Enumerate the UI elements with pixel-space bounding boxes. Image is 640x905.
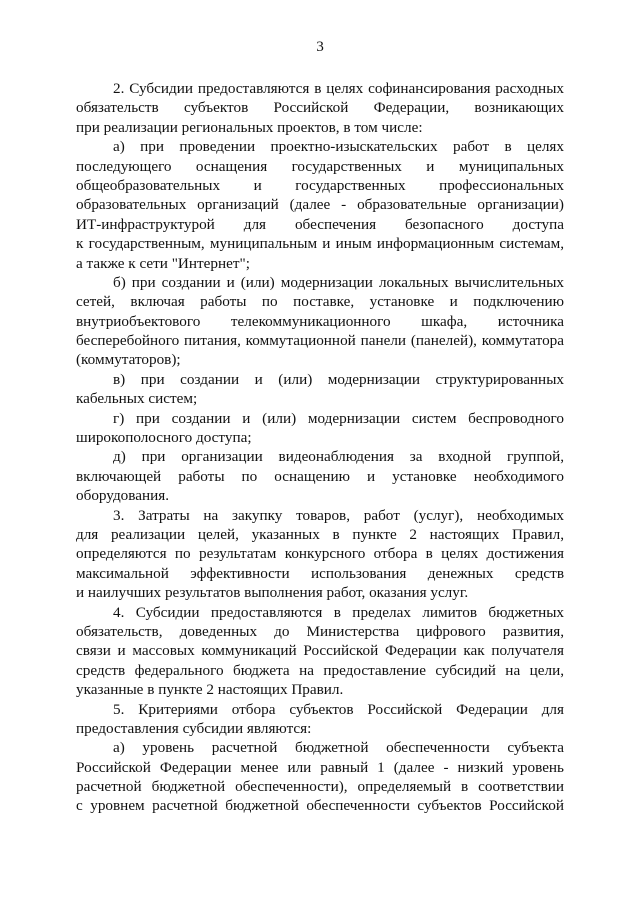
text-line: бесперебойного питания, коммутационной панели (панелей), коммутатора	[76, 332, 564, 350]
paragraph-p2b	[76, 273, 564, 370]
text-line: последующего оснащения государственных и муниципальных	[76, 157, 564, 175]
paragraph-p2a	[76, 137, 564, 273]
text-line: 3. Затраты на закупку товаров, работ (услуг), необходимых	[113, 506, 564, 524]
text-line: 5. Критериями отбора субъектов Российской Федерации для	[113, 700, 564, 718]
text-line: при реализации региональных проектов, в том числе:	[76, 118, 423, 136]
document-body	[76, 79, 564, 816]
text-line: для реализации целей, указанных в пункте 2 настоящих Правил,	[76, 525, 564, 543]
text-line: (коммутаторов);	[76, 351, 181, 369]
text-line: связи и массовых коммуникаций Российской Федерации как получателя	[76, 642, 564, 660]
text-line: сетей, включая работы по поставке, установке и подключению	[76, 293, 564, 311]
text-line: а) уровень расчетной бюджетной обеспеченности субъекта	[113, 739, 564, 757]
text-line: а) при проведении проектно-изыскательских работ в целях	[113, 138, 564, 156]
text-line: включающей работы по оснащению и установке необходимого	[76, 467, 564, 485]
text-line: общеобразовательных и государственных профессиональных	[76, 176, 564, 194]
paragraph-p3	[76, 506, 564, 603]
text-line: 4. Субсидии предоставляются в пределах лимитов бюджетных	[113, 603, 564, 621]
paragraph-p5	[76, 700, 564, 739]
text-line: к государственным, муниципальным и иным информационным системам,	[76, 235, 564, 253]
text-line: расчетной бюджетной обеспеченности), определяемый в соответствии	[76, 778, 564, 796]
text-line: д) при организации видеонаблюдения за входной группой,	[113, 448, 564, 466]
text-line: ИТ-инфраструктурой для обеспечения безопасного доступа	[76, 215, 564, 233]
text-line: предоставления субсидии являются:	[76, 719, 312, 737]
text-line: обязательств, доведенных до Министерства цифрового развития,	[76, 622, 564, 640]
text-line: а также к сети "Интернет";	[76, 254, 250, 272]
text-line: максимальной эффективности использования денежных средств	[76, 564, 564, 582]
paragraph-p2e	[76, 447, 564, 505]
text-line: г) при создании и (или) модернизации систем беспроводного	[113, 409, 564, 427]
paragraph-p2d	[76, 409, 564, 448]
text-line: определяются по результатам конкурсного отбора в целях достижения	[76, 545, 564, 563]
text-line: с уровнем расчетной бюджетной обеспеченности субъектов Российской	[76, 797, 564, 815]
text-line: внутриобъектового телекоммуникационного шкафа, источника	[76, 312, 564, 330]
paragraph-p5a	[76, 738, 564, 816]
text-line: широкополосного доступа;	[76, 429, 252, 447]
paragraph-p2	[76, 79, 564, 137]
text-line: указанные в пункте 2 настоящих Правил.	[76, 681, 344, 699]
paragraph-p2c	[76, 370, 564, 409]
text-line: Российской Федерации менее или равный 1 (далее - низкий уровень	[76, 758, 564, 776]
text-line: обязательств субъектов Российской Федерации, возникающих	[76, 99, 564, 117]
paragraph-p4	[76, 603, 564, 700]
text-line: образовательных организаций (далее - образовательные организации)	[76, 196, 564, 214]
page-number: 3	[316, 38, 324, 55]
text-line: б) при создании и (или) модернизации локальных вычислительных	[113, 273, 564, 291]
text-line: и наилучших результатов выполнения работ, оказания услуг.	[76, 584, 469, 602]
text-line: кабельных систем;	[76, 390, 198, 408]
text-line: в) при создании и (или) модернизации структурированных	[113, 370, 564, 388]
text-line: средств федерального бюджета на предоставление субсидий на цели,	[76, 661, 564, 679]
text-line: 2. Субсидии предоставляются в целях софинансирования расходных	[113, 80, 564, 97]
text-line: оборудования.	[76, 487, 170, 505]
